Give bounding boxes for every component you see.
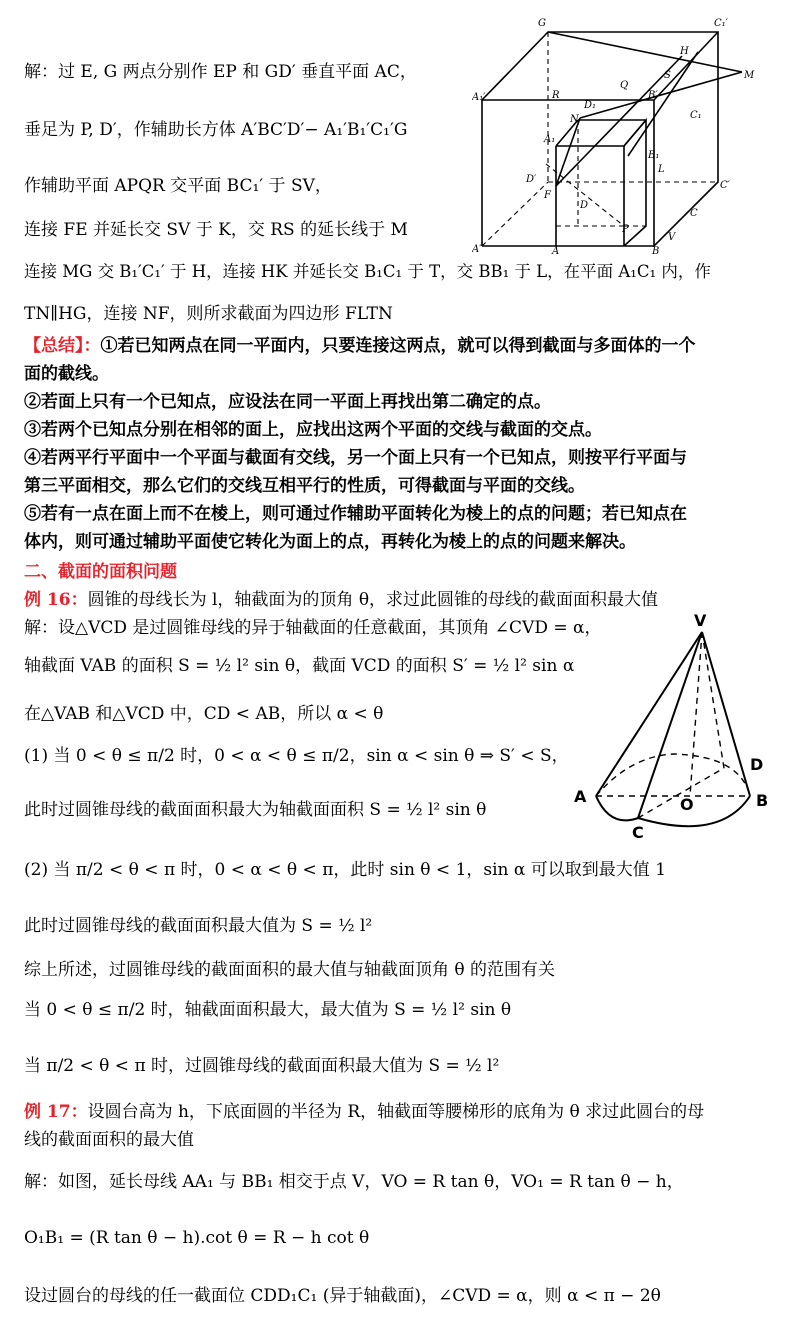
fig1-label-Dp: D′ [526, 174, 537, 185]
cuboid-section-figure [472, 8, 788, 254]
fig1-label-Ap: A′ [472, 244, 482, 254]
summary-label: 【总结】： [24, 336, 101, 356]
fig1-label-A1p: A₁′ [472, 92, 486, 103]
fig1-label-H: H [680, 46, 689, 57]
fig1-label-C: C [690, 208, 698, 219]
fig1-label-S: S [664, 70, 671, 81]
solution-line-5: 连接 MG 交 B₁′C₁′ 于 H，连接 HK 并延长交 B₁C₁ 于 T，交 BB₁ 于 L，在平面 A₁C₁ 内，作 [24, 262, 711, 281]
summary-p4b: 第三平面相交，那么它们的交线互相平行的性质，可得截面与平面的交线。 [24, 476, 585, 496]
fig2-label-B: B [756, 791, 769, 810]
solution-line-4: 连接 FE 并延长交 SV 于 K，交 RS 的延长线于 M [24, 220, 408, 240]
example16-line-5: 此时过圆锥母线的截面面积最大为轴截面面积 S = ½ l² sin θ [24, 800, 487, 820]
fig1-label-L: L [658, 164, 665, 175]
cone-figure [570, 606, 776, 842]
example16-line-10: 当 π/2 < θ < π 时，过圆锥母线的截面面积最大值为 S = ½ l² [24, 1056, 500, 1076]
example16-line-1: 解：设△VCD 是过圆锥母线的异于轴截面的任意截面，其顶角 ∠CVD = α， [24, 618, 602, 638]
example17-question-1: 例 17：设圆台高为 h，下底面圆的半径为 R，轴截面等腰梯形的底角为 θ 求过此圆台的母 [24, 1102, 705, 1122]
summary-p1b: 面的截线。 [24, 364, 109, 384]
example16-line-4: (1) 当 0 < θ ≤ π/2 时，0 < α < θ ≤ π/2，sin α < sin θ ⇒ S′ < S， [24, 746, 569, 766]
fig1-label-D1: D₁ [584, 100, 597, 111]
fig1-label-Cp: C′ [720, 180, 730, 191]
section-title-area: 二、截面的面积问题 [24, 562, 177, 582]
example16-line-3: 在△VAB 和△VCD 中，CD < AB，所以 α < θ [24, 704, 384, 724]
fig1-label-P: P [622, 224, 629, 235]
fig2-label-A: A [574, 787, 587, 806]
summary-p1a: 【总结】：①若已知两点在同一平面内，只要连接这两点，就可以得到截面与多面体的一个 [24, 336, 696, 356]
fig1-label-D: D [580, 200, 589, 211]
solution-line-6: TN∥HG，连接 NF，则所求截面为四边形 FLTN [24, 304, 393, 324]
fig2-label-D: D [750, 755, 764, 774]
fig1-label-V: V [668, 232, 676, 243]
fig1-label-A: A [552, 246, 560, 254]
fig2-label-O: O [680, 795, 694, 814]
summary-p4a: ④若两平行平面中一个平面与截面有交线，另一个面上只有一个已知点，则按平行平面与 [24, 448, 687, 468]
fig1-label-Bp: B′ [648, 90, 658, 101]
fig1-label-Q: Q [620, 80, 629, 91]
fig1-label-R: R [552, 90, 560, 101]
fig1-label-B: B [652, 246, 660, 254]
fig1-label-M: M [744, 70, 755, 81]
summary-p5a: ⑤若有一点在面上而不在棱上，则可通过作辅助平面转化为棱上的点的问题；若已知点在 [24, 504, 687, 524]
example17-line-3: 设过圆台的母线的任一截面位 CDD₁C₁ (异于轴截面)，∠CVD = α，则 α < π − 2θ [24, 1286, 661, 1306]
fig1-label-C1: C₁ [690, 110, 702, 121]
fig1-label-B1: B₁ [648, 150, 660, 161]
fig2-label-V: V [694, 611, 707, 630]
example16-line-6: (2) 当 π/2 < θ < π 时，0 < α < θ < π，此时 sin θ < 1，sin α 可以取到最大值 1 [24, 860, 667, 880]
fig2-label-C: C [632, 823, 644, 842]
fig1-label-G: G [538, 18, 546, 29]
fig1-label-A1: A₁ [544, 134, 556, 145]
summary-p5b: 体内，则可通过辅助平面使它转化为面上的点，再转化为棱上的点的问题来解决。 [24, 532, 636, 552]
solution-line-3: 作辅助平面 APQR 交平面 BC₁′ 于 SV， [24, 176, 332, 196]
fig1-label-F: F [544, 190, 551, 201]
example16-line-2: 轴截面 VAB 的面积 S = ½ l² sin θ，截面 VCD 的面积 S′ = ½ l² sin α [24, 656, 575, 676]
solution-line-1: 解：过 E, G 两点分别作 EP 和 GD′ 垂直平面 AC， [24, 62, 417, 82]
example16-line-9: 当 0 < θ ≤ π/2 时，轴截面面积最大，最大值为 S = ½ l² sin θ [24, 1000, 512, 1020]
fig1-label-C1p: C₁′ [714, 18, 728, 29]
example16-question: 例 16：圆锥的母线长为 l，轴截面为的顶角 θ，求过此圆锥的母线的截面面积最大值 [24, 590, 659, 610]
summary-p3: ③若两个已知点分别在相邻的面上，应找出这两个平面的交线与截面的交点。 [24, 420, 602, 440]
example17-question-2: 线的截面面积的最大值 [24, 1130, 194, 1150]
fig1-label-N: N [570, 114, 579, 125]
summary-p2: ②若面上只有一个已知点，应设法在同一平面上再找出第二确定的点。 [24, 392, 551, 412]
example17-line-1: 解：如图，延长母线 AA₁ 与 BB₁ 相交于点 V，VO = R tan θ，VO₁ = R tan θ − h， [24, 1172, 684, 1192]
example16-line-7: 此时过圆锥母线的截面面积最大值为 S = ½ l² [24, 916, 373, 936]
solution-line-2: 垂足为 P, D′，作辅助长方体 A′BC′D′− A₁′B₁′C₁′G [24, 120, 408, 140]
example16-line-8: 综上所述，过圆锥母线的截面面积的最大值与轴截面顶角 θ 的范围有关 [24, 960, 556, 980]
example17-line-2: O₁B₁ = (R tan θ − h).cot θ = R − h cot θ [24, 1228, 370, 1248]
